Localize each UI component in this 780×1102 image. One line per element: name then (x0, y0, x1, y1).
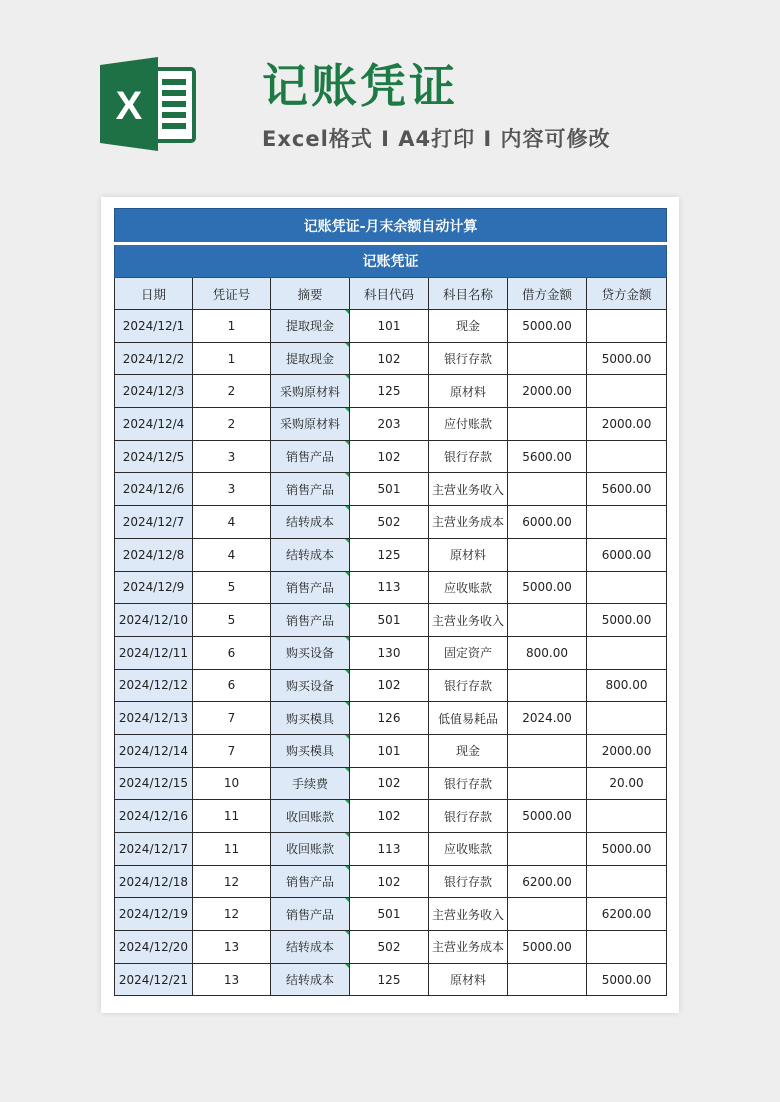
cell-debit[interactable] (508, 734, 587, 767)
cell-account-name[interactable]: 银行存款 (429, 669, 508, 702)
cell-voucher-no[interactable]: 1 (193, 310, 271, 343)
cell-voucher-no[interactable]: 3 (193, 473, 271, 506)
cell-date[interactable]: 2024/12/3 (115, 375, 193, 408)
cell-credit[interactable]: 20.00 (587, 767, 667, 800)
cell-debit[interactable] (508, 473, 587, 506)
cell-debit[interactable]: 5000.00 (508, 800, 587, 833)
cell-account-code[interactable]: 102 (350, 669, 429, 702)
cell-summary[interactable]: 购买设备 (271, 669, 350, 702)
cell-date[interactable]: 2024/12/2 (115, 342, 193, 375)
cell-credit[interactable] (587, 310, 667, 343)
cell-debit[interactable] (508, 342, 587, 375)
logo-letter: X (115, 84, 143, 128)
cell-debit[interactable]: 5000.00 (508, 310, 587, 343)
cell-debit[interactable] (508, 604, 587, 637)
cell-credit[interactable]: 6200.00 (587, 898, 667, 931)
cell-account-code[interactable]: 125 (350, 375, 429, 408)
column-header-row (115, 278, 667, 310)
cell-date[interactable]: 2024/12/16 (115, 800, 193, 833)
cell-credit[interactable]: 2000.00 (587, 734, 667, 767)
cell-account-name[interactable]: 固定资产 (429, 636, 508, 669)
cell-account-name[interactable]: 银行存款 (429, 767, 508, 800)
cell-credit[interactable] (587, 636, 667, 669)
cell-credit[interactable] (587, 375, 667, 408)
cell-date[interactable]: 2024/12/11 (115, 636, 193, 669)
cell-account-code[interactable]: 125 (350, 963, 429, 996)
table-row (115, 571, 667, 604)
cell-date[interactable]: 2024/12/10 (115, 604, 193, 637)
cell-credit[interactable] (587, 440, 667, 473)
table-row (115, 636, 667, 669)
cell-summary[interactable]: 收回账款 (271, 833, 350, 866)
cell-date[interactable]: 2024/12/17 (115, 833, 193, 866)
cell-credit[interactable] (587, 571, 667, 604)
table-row (115, 538, 667, 571)
cell-credit[interactable] (587, 800, 667, 833)
cell-date[interactable]: 2024/12/6 (115, 473, 193, 506)
cell-summary[interactable]: 手续费 (271, 767, 350, 800)
page-title: 记账凭证 (262, 59, 458, 113)
cell-account-code[interactable]: 501 (350, 898, 429, 931)
cell-debit[interactable] (508, 963, 587, 996)
table-row (115, 963, 667, 996)
cell-account-name[interactable]: 原材料 (429, 963, 508, 996)
cell-credit[interactable]: 5600.00 (587, 473, 667, 506)
cell-debit[interactable] (508, 669, 587, 702)
cell-account-code[interactable]: 501 (350, 604, 429, 637)
cell-summary[interactable]: 购买模具 (271, 702, 350, 735)
cell-account-code[interactable]: 102 (350, 440, 429, 473)
cell-voucher-no[interactable]: 11 (193, 800, 271, 833)
cell-account-code[interactable]: 102 (350, 767, 429, 800)
cell-summary[interactable]: 结转成本 (271, 931, 350, 964)
table-subtitle: 记账凭证 (115, 244, 667, 278)
cell-account-name[interactable]: 原材料 (429, 538, 508, 571)
cell-account-code[interactable]: 101 (350, 734, 429, 767)
col-date-header: 日期 (115, 278, 193, 310)
cell-account-name[interactable]: 主营业务收入 (429, 604, 508, 637)
cell-voucher-no[interactable]: 13 (193, 931, 271, 964)
voucher-table (114, 208, 667, 996)
cell-summary[interactable]: 销售产品 (271, 604, 350, 637)
table-row (115, 342, 667, 375)
cell-date[interactable]: 2024/12/4 (115, 408, 193, 441)
cell-summary[interactable]: 销售产品 (271, 898, 350, 931)
cell-account-code[interactable]: 113 (350, 571, 429, 604)
table-row (115, 669, 667, 702)
cell-debit[interactable]: 800.00 (508, 636, 587, 669)
cell-account-code[interactable]: 502 (350, 506, 429, 539)
cell-debit[interactable] (508, 408, 587, 441)
cell-summary[interactable]: 购买模具 (271, 734, 350, 767)
cell-account-name[interactable]: 银行存款 (429, 440, 508, 473)
cell-date[interactable]: 2024/12/1 (115, 310, 193, 343)
table-row (115, 865, 667, 898)
cell-date[interactable]: 2024/12/7 (115, 506, 193, 539)
table-title-row (115, 209, 667, 244)
cell-account-code[interactable]: 113 (350, 833, 429, 866)
page-header (0, 0, 780, 190)
cell-credit[interactable]: 5000.00 (587, 342, 667, 375)
cell-debit[interactable]: 2024.00 (508, 702, 587, 735)
cell-debit[interactable]: 5000.00 (508, 931, 587, 964)
cell-debit[interactable] (508, 898, 587, 931)
col-account-name-header: 科目名称 (429, 278, 508, 310)
cell-credit[interactable]: 6000.00 (587, 538, 667, 571)
cell-credit[interactable]: 800.00 (587, 669, 667, 702)
cell-account-code[interactable]: 102 (350, 342, 429, 375)
table-row (115, 833, 667, 866)
cell-account-code[interactable]: 101 (350, 310, 429, 343)
cell-summary[interactable]: 结转成本 (271, 963, 350, 996)
cell-credit[interactable]: 5000.00 (587, 963, 667, 996)
cell-credit[interactable]: 5000.00 (587, 604, 667, 637)
table-row (115, 898, 667, 931)
table-subtitle-row (115, 244, 667, 278)
cell-account-name[interactable]: 现金 (429, 310, 508, 343)
cell-account-name[interactable]: 应收账款 (429, 571, 508, 604)
table-row (115, 310, 667, 343)
cell-account-name[interactable]: 主营业务成本 (429, 931, 508, 964)
cell-date[interactable]: 2024/12/18 (115, 865, 193, 898)
cell-voucher-no[interactable]: 12 (193, 898, 271, 931)
cell-voucher-no[interactable]: 5 (193, 571, 271, 604)
cell-account-name[interactable]: 低值易耗品 (429, 702, 508, 735)
cell-account-name[interactable]: 银行存款 (429, 865, 508, 898)
cell-voucher-no[interactable]: 6 (193, 669, 271, 702)
table-row (115, 440, 667, 473)
cell-debit[interactable] (508, 767, 587, 800)
cell-debit[interactable] (508, 833, 587, 866)
cell-account-code[interactable]: 126 (350, 702, 429, 735)
table-row (115, 734, 667, 767)
cell-debit[interactable]: 2000.00 (508, 375, 587, 408)
cell-debit[interactable]: 6200.00 (508, 865, 587, 898)
cell-credit[interactable] (587, 506, 667, 539)
cell-debit[interactable]: 6000.00 (508, 506, 587, 539)
cell-voucher-no[interactable]: 13 (193, 963, 271, 996)
cell-account-code[interactable]: 501 (350, 473, 429, 506)
cell-date[interactable]: 2024/12/19 (115, 898, 193, 931)
cell-voucher-no[interactable]: 5 (193, 604, 271, 637)
cell-summary[interactable]: 收回账款 (271, 800, 350, 833)
cell-account-name[interactable]: 银行存款 (429, 342, 508, 375)
col-credit-header: 贷方金额 (587, 278, 667, 310)
cell-voucher-no[interactable]: 4 (193, 538, 271, 571)
cell-date[interactable]: 2024/12/5 (115, 440, 193, 473)
cell-summary[interactable]: 采购原材料 (271, 375, 350, 408)
voucher-table-wrap (114, 208, 666, 996)
table-row (115, 506, 667, 539)
cell-debit[interactable] (508, 538, 587, 571)
cell-date[interactable]: 2024/12/14 (115, 734, 193, 767)
col-debit-header: 借方金额 (508, 278, 587, 310)
spreadsheet-sheet (101, 197, 679, 1013)
cell-account-name[interactable]: 应收账款 (429, 833, 508, 866)
cell-account-code[interactable]: 102 (350, 865, 429, 898)
table-row (115, 800, 667, 833)
cell-summary[interactable]: 结转成本 (271, 538, 350, 571)
cell-summary[interactable]: 销售产品 (271, 865, 350, 898)
cell-account-code[interactable]: 203 (350, 408, 429, 441)
cell-credit[interactable]: 5000.00 (587, 833, 667, 866)
cell-date[interactable]: 2024/12/21 (115, 963, 193, 996)
cell-account-name[interactable]: 主营业务收入 (429, 473, 508, 506)
cell-summary[interactable]: 销售产品 (271, 571, 350, 604)
cell-date[interactable]: 2024/12/13 (115, 702, 193, 735)
cell-summary[interactable]: 销售产品 (271, 473, 350, 506)
table-row (115, 473, 667, 506)
cell-debit[interactable]: 5000.00 (508, 571, 587, 604)
cell-account-code[interactable]: 502 (350, 931, 429, 964)
cell-date[interactable]: 2024/12/20 (115, 931, 193, 964)
cell-date[interactable]: 2024/12/9 (115, 571, 193, 604)
table-row (115, 604, 667, 637)
table-row (115, 767, 667, 800)
cell-voucher-no[interactable]: 11 (193, 833, 271, 866)
cell-summary[interactable]: 提取现金 (271, 310, 350, 343)
cell-credit[interactable] (587, 865, 667, 898)
table-body (115, 310, 667, 996)
cell-account-code[interactable]: 125 (350, 538, 429, 571)
cell-voucher-no[interactable]: 6 (193, 636, 271, 669)
cell-date[interactable]: 2024/12/12 (115, 669, 193, 702)
cell-summary[interactable]: 销售产品 (271, 440, 350, 473)
cell-account-name[interactable]: 现金 (429, 734, 508, 767)
table-row (115, 375, 667, 408)
cell-summary[interactable]: 购买设备 (271, 636, 350, 669)
cell-summary[interactable]: 提取现金 (271, 342, 350, 375)
cell-voucher-no[interactable]: 7 (193, 734, 271, 767)
cell-account-name[interactable]: 原材料 (429, 375, 508, 408)
cell-voucher-no[interactable]: 2 (193, 375, 271, 408)
table-row (115, 931, 667, 964)
cell-date[interactable]: 2024/12/15 (115, 767, 193, 800)
table-title: 记账凭证-月末余额自动计算 (115, 209, 667, 244)
cell-account-name[interactable]: 主营业务收入 (429, 898, 508, 931)
col-summary-header: 摘要 (271, 278, 350, 310)
cell-voucher-no[interactable]: 12 (193, 865, 271, 898)
cell-account-name[interactable]: 主营业务成本 (429, 506, 508, 539)
cell-voucher-no[interactable]: 2 (193, 408, 271, 441)
cell-account-code[interactable]: 130 (350, 636, 429, 669)
col-account-code-header: 科目代码 (350, 278, 429, 310)
cell-credit[interactable]: 2000.00 (587, 408, 667, 441)
cell-account-name[interactable]: 银行存款 (429, 800, 508, 833)
cell-summary[interactable]: 采购原材料 (271, 408, 350, 441)
cell-voucher-no[interactable]: 4 (193, 506, 271, 539)
cell-voucher-no[interactable]: 3 (193, 440, 271, 473)
cell-credit[interactable] (587, 702, 667, 735)
col-voucher-no-header: 凭证号 (193, 278, 271, 310)
cell-account-code[interactable]: 102 (350, 800, 429, 833)
cell-date[interactable]: 2024/12/8 (115, 538, 193, 571)
table-row (115, 408, 667, 441)
cell-summary[interactable]: 结转成本 (271, 506, 350, 539)
table-row (115, 702, 667, 735)
cell-debit[interactable]: 5600.00 (508, 440, 587, 473)
cell-voucher-no[interactable]: 1 (193, 342, 271, 375)
cell-voucher-no[interactable]: 7 (193, 702, 271, 735)
cell-account-name[interactable]: 应付账款 (429, 408, 508, 441)
page-subtitle: Excel格式 I A4打印 I 内容可修改 (262, 127, 611, 151)
cell-voucher-no[interactable]: 10 (193, 767, 271, 800)
cell-credit[interactable] (587, 931, 667, 964)
excel-logo-icon (100, 57, 198, 151)
